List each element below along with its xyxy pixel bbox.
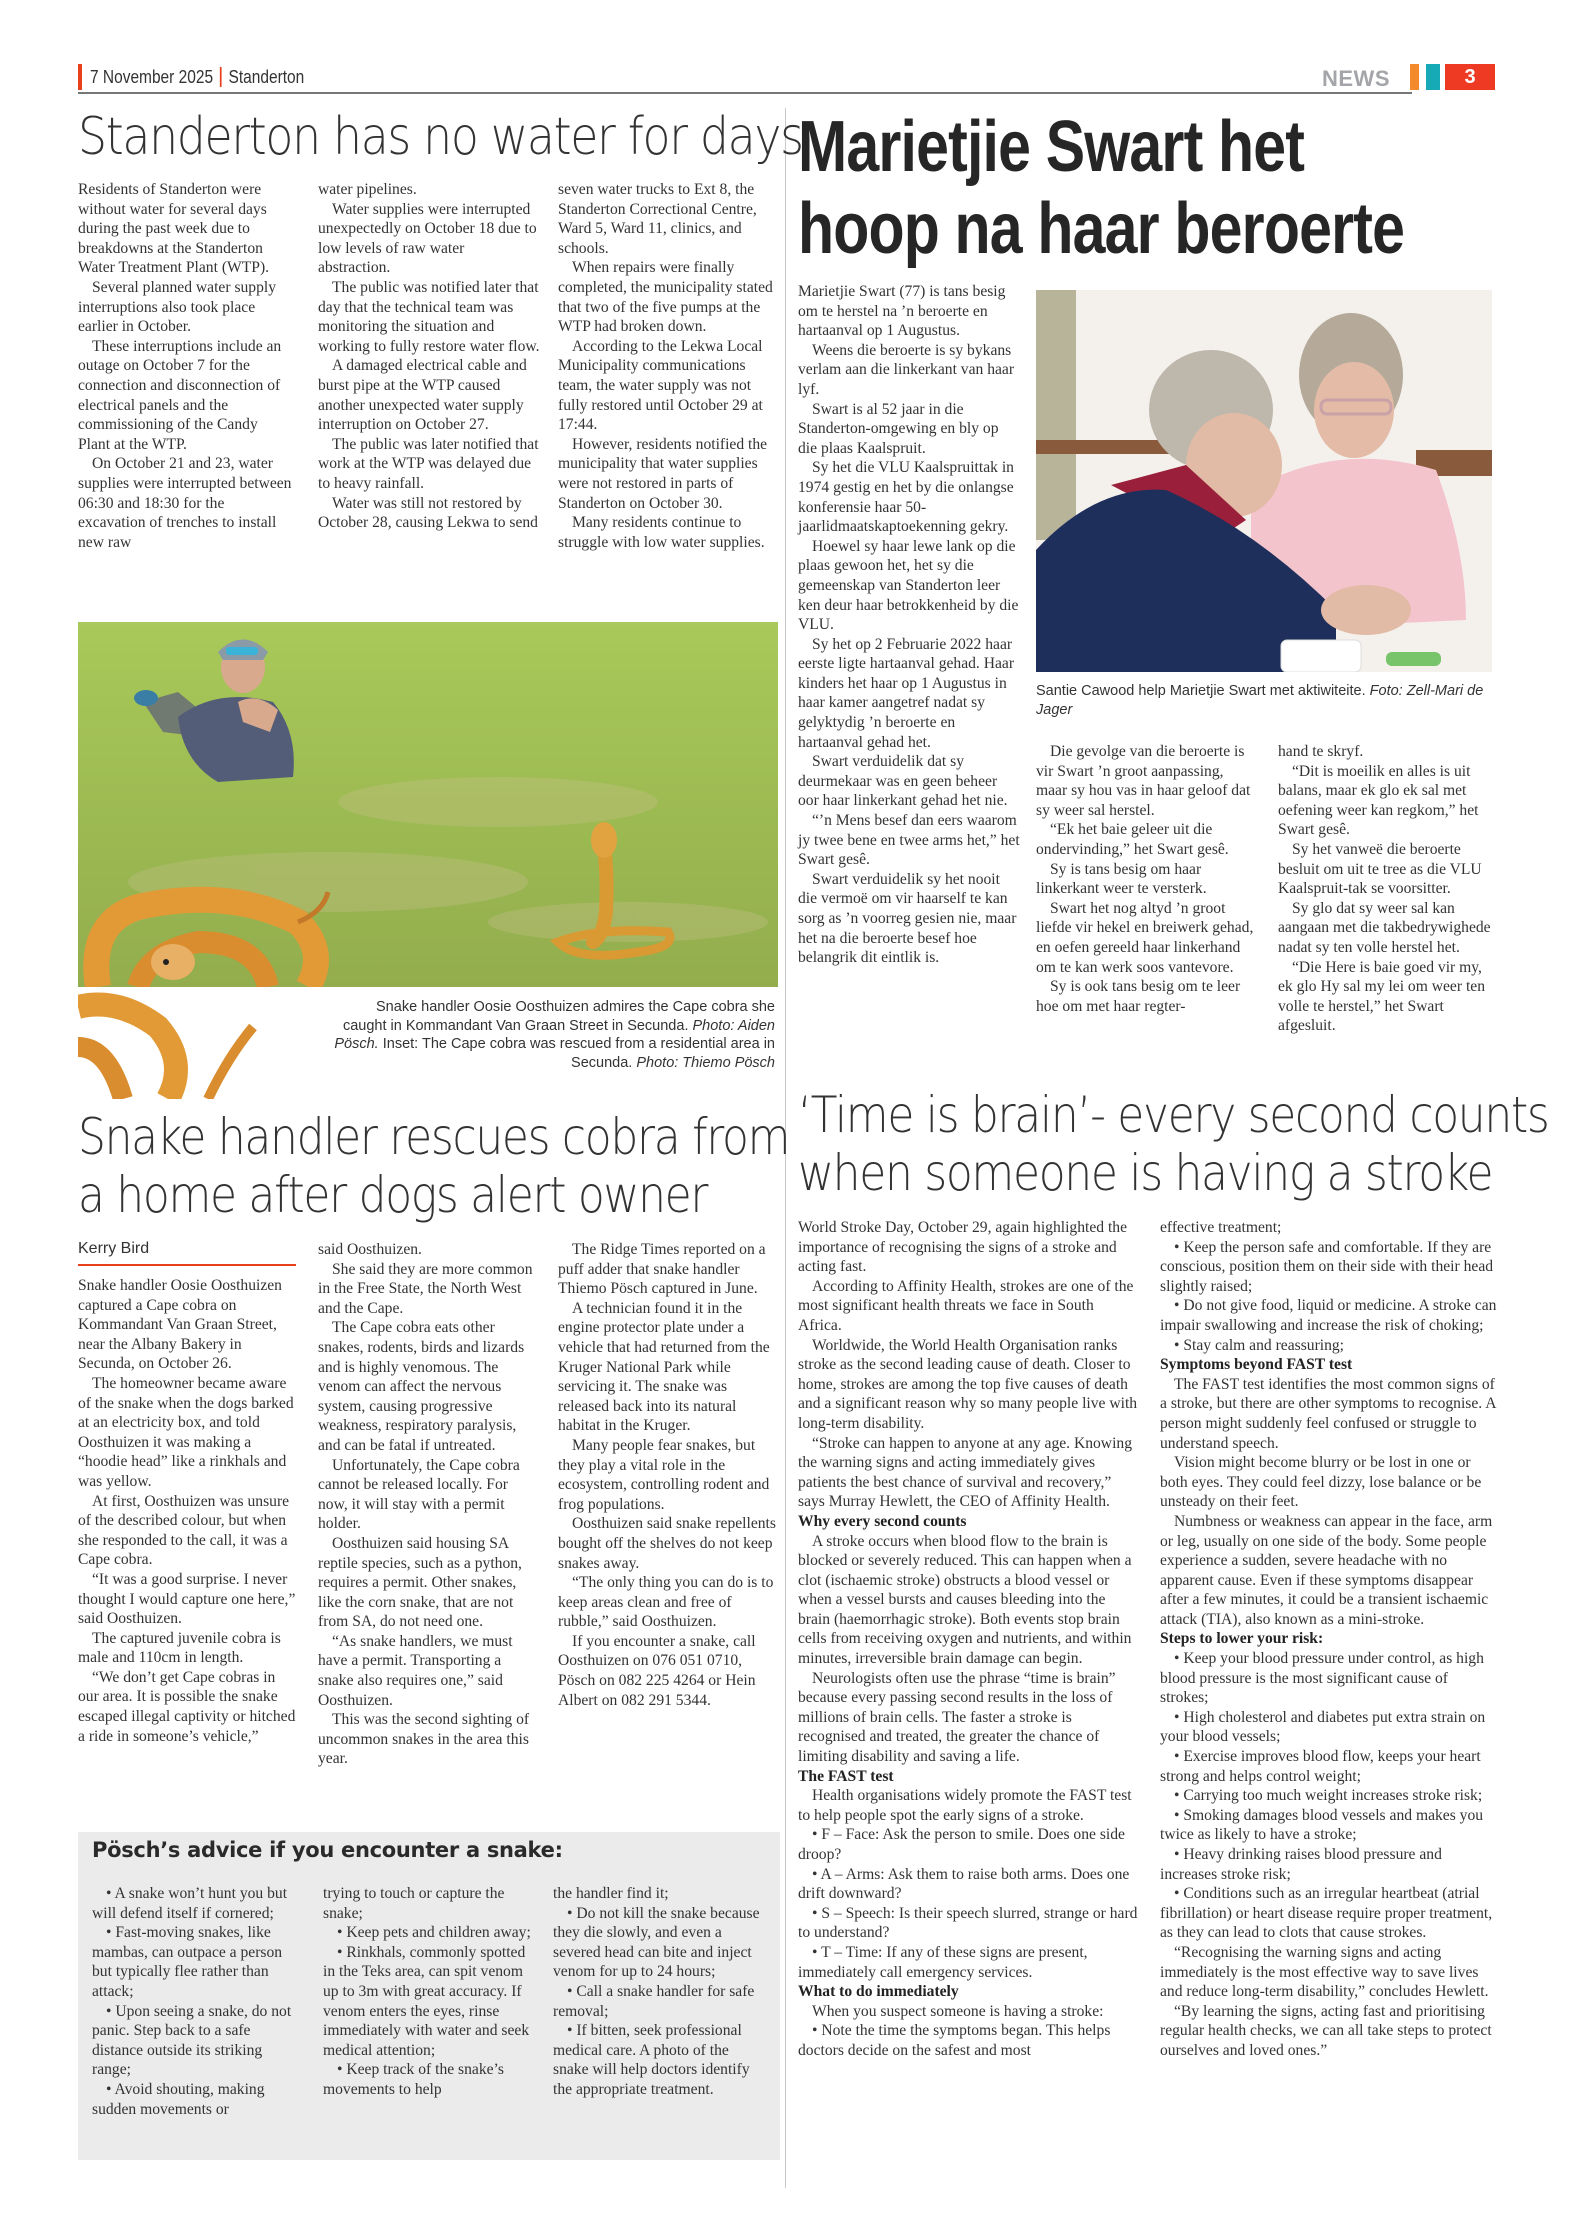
paragraph: • Smoking damages blood vessels and makes you twice as likely to have a stroke; xyxy=(1160,1806,1484,1844)
caption-inset-credit: Photo: Thiemo Pösch xyxy=(636,1054,775,1071)
stroke-headline-line1: ‘Time is brain’- every second counts xyxy=(798,1086,1549,1144)
paragraph: hand te skryf. xyxy=(1278,743,1364,760)
header-divider xyxy=(220,67,222,87)
paragraph: However, residents notified the municipality that water supplies were not restored in parts of Standerton on October 30. xyxy=(558,435,768,512)
caption-inset: Inset: The Cape cobra was rescued from a residential area in Secunda. xyxy=(382,1036,775,1071)
paragraph: “Dit is moeilik en alles is uit balans, maar ek glo ek sal met oefening weer kan regkom,” het Swart gesê. xyxy=(1278,762,1479,839)
paragraph: • F – Face: Ask the person to smile. Does one side droop? xyxy=(798,1826,1125,1863)
paragraph: Vision might become blurry or be lost in one or both eyes. They could feel dizzy, lose balance or be unsteady on their feet. xyxy=(1160,1454,1482,1511)
paragraph: Snake handler Oosie Oosthuizen captured a Cape cobra on Kommandant Van Graan Street, near the Albany Bakery in Secunda, on October 26. xyxy=(78,1277,282,1373)
paragraph: “’n Mens besef dan eers waarom jy twee bene en twee arms het,” het Swart gesê. xyxy=(798,812,1020,869)
paragraph: According to Affinity Health, strokes are one of the most significant health threats we face in South Africa. xyxy=(798,1277,1134,1334)
paragraph: Residents of Standerton were without water for several days during the past week due to breakdowns at the Standerton Water Treatment Plant (WTP). xyxy=(78,181,270,277)
paragraph: “As snake handlers, we must have a permit. Transporting a snake also requires one,” said Oosthuizen. xyxy=(318,1632,513,1709)
swart-caption-credit: Foto: Zell-Mari de Jager xyxy=(1036,683,1484,718)
snake-article-column-1 xyxy=(78,1276,300,1746)
paragraph: “The only thing you can do is to keep areas clean and free of rubble,” said Oosthuizen. xyxy=(558,1574,774,1631)
header-accent-bar xyxy=(78,64,82,90)
paragraph: These interruptions include an outage on October 7 for the connection and disconnection of electrical panels and the commissioning of the Candy Plant at the WTP. xyxy=(78,337,282,453)
paragraph: “Ek het baie geleer uit die ondervinding,” het Swart gesê. xyxy=(1036,821,1229,858)
snake-article-column-2 xyxy=(318,1240,540,1769)
swart-headline-line2: hoop na haar beroerte xyxy=(798,189,1405,269)
paragraph: The public was later notified that work at the WTP was delayed due to heavy rainfall. xyxy=(318,435,539,492)
header-rule xyxy=(78,92,1412,94)
paragraph: When repairs were finally completed, the municipality stated that two of the five pumps at the WTP had broken down. xyxy=(558,259,773,336)
paragraph: A technician found it in the engine protector plate under a vehicle that had returned from the Kruger National Park while servicing it. The snake was released back into its natural habitat in the Kruger. xyxy=(558,1299,770,1435)
snake-handler-photo xyxy=(78,622,778,987)
section-label: NEWS xyxy=(1322,66,1390,91)
paragraph: • Keep pets and children away; xyxy=(337,1924,531,1942)
paragraph: effective treatment; xyxy=(1160,1219,1282,1236)
stroke-article-column-1 xyxy=(798,1218,1138,2061)
paragraph: The public was notified later that day that the technical team was monitoring the situation and working to fully restore water flow. xyxy=(318,278,540,355)
water-article-column-3 xyxy=(558,180,780,552)
paragraph: The FAST test identifies the most common signs of a stroke, but there are other symptoms to recognise. A person might suddenly feel confused or struggle to understand speech. xyxy=(1160,1375,1496,1452)
paragraph: The Cape cobra eats other snakes, rodents, birds and lizards and is highly venomous. The venom can affect the nervous system, causing progressive weakness, respiratory paralysis, and can be fatal if untreated. xyxy=(318,1319,525,1454)
paragraph: • T – Time: If any of these signs are present, immediately call emergency services. xyxy=(798,1943,1088,1981)
stroke-headline-line2: when someone is having a stroke xyxy=(798,1144,1493,1202)
stroke-article-column-2 xyxy=(1160,1218,1500,2061)
water-headline: Standerton has no water for days xyxy=(78,107,803,167)
subheading: What to do immediately xyxy=(798,1983,959,2001)
advice-column-2 xyxy=(323,1884,535,2100)
subheading: Steps to lower your risk: xyxy=(1160,1630,1324,1648)
subheading: Symptoms beyond FAST test xyxy=(1160,1356,1353,1374)
paragraph: The homeowner became aware of the snake when the dogs barked at an electricity box, and told Oosthuizen it was making a “hoodie head” like a rinkhals and was yellow. xyxy=(78,1374,294,1490)
paragraph: Oosthuizen said housing SA reptile species, such as a python, requires a permit. Other snakes, like the corn snake, that are not from SA, do not need one. xyxy=(318,1534,522,1631)
paragraph: “Recognising the warning signs and acting immediately is the most effective way to save lives and reduce long-term disability,” concludes Hewlett. xyxy=(1160,1943,1489,2001)
paragraph: Several planned water supply interruptions also took place earlier in October. xyxy=(78,278,277,336)
subheading: The FAST test xyxy=(798,1767,894,1785)
paragraph: • A snake won’t hunt you but will defend itself if cornered; xyxy=(92,1885,288,1922)
swart-caption-text: Santie Cawood help Marietjie Swart met aktiwiteite. xyxy=(1036,683,1366,699)
byline: Kerry Bird xyxy=(78,1240,150,1257)
paragraph: On October 21 and 23, water supplies were interrupted between 06:30 and 18:30 for the excavation of trenches to install new raw xyxy=(78,455,292,551)
paragraph: Marietjie Swart (77) is tans besig om te herstel na ’n beroerte en hartaanval op 1 Augustus. xyxy=(798,283,1006,340)
snake-headline-line2: a home after dogs alert owner xyxy=(78,1166,708,1224)
snake-handler-photo-image xyxy=(78,622,778,987)
paragraph: • Avoid shouting, making sudden movements or xyxy=(92,2080,265,2118)
paragraph: • Note the time the symptoms began. This helps doctors decide on the safest and most xyxy=(798,2022,1111,2059)
paragraph: Many residents continue to struggle with low water supplies. xyxy=(558,514,765,551)
snake-advice-box xyxy=(78,1832,780,2160)
section-color-block-orange xyxy=(1410,64,1419,90)
swart-article-column-1 xyxy=(798,282,1020,968)
swart-photo-caption xyxy=(1036,682,1492,719)
paragraph: The captured juvenile cobra is male and 110cm in length. xyxy=(78,1629,281,1667)
paragraph: • High cholesterol and diabetes put extra strain on your blood vessels; xyxy=(1160,1708,1486,1746)
inset-cobra-image xyxy=(78,987,308,1099)
paragraph: • Do not kill the snake because they die slowly, and even a severed head can bite and inject venom for up to 24 hours; xyxy=(553,1904,760,1981)
section-color-block-teal xyxy=(1426,64,1440,90)
snake-headline-line1: Snake handler rescues cobra from xyxy=(78,1108,790,1166)
paragraph: Swart verduidelik dat sy deurmekaar was en geen beheer oor haar linkerkant gehad het nie. xyxy=(798,753,1008,810)
paragraph: said Oosthuizen. xyxy=(318,1241,422,1258)
advice-column-3 xyxy=(553,1884,768,2100)
paragraph: • Keep your blood pressure under control, as high blood pressure is the most significant cause of strokes; xyxy=(1160,1650,1484,1707)
paragraph: Sy het die VLU Kaalspruittak in 1974 gestig en het by die onlangse konferensie haar 50-jaarlidmaatskaptoekenning gekry. xyxy=(798,459,1014,536)
paragraph: Sy het vanweë die beroerte besluit om uit te tree as die VLU Kaalspruit-tak se voorsitter. xyxy=(1278,840,1482,898)
paragraph: “Die Here is baie goed vir my, ek glo Hy sal my lei om weer ten volle te herstel,” het Swart afgesluit. xyxy=(1278,958,1485,1035)
paragraph: “We don’t get Cape cobras in our area. It is possible the snake escaped illegal captivity or hitched a ride in someone’s vehicle,” xyxy=(78,1668,296,1745)
snake-headline xyxy=(78,1108,789,1224)
paragraph: • Call a snake handler for safe removal; xyxy=(553,1982,755,2020)
paragraph: Water was still not restored by October 28, causing Lekwa to send xyxy=(318,494,538,532)
advice-column-1 xyxy=(92,1884,304,2119)
paragraph: Hoewel sy haar lewe lank op die plaas gewoon het, het sy die gemeenskap van Standerton leer ken deur haar betrokkenheid by die VLU. xyxy=(798,537,1019,634)
paragraph: Health organisations widely promote the FAST test to help people spot the early signs of a stroke. xyxy=(798,1787,1132,1824)
paragraph: • Exercise improves blood flow, keeps your heart strong and helps control weight; xyxy=(1160,1748,1481,1785)
paragraph: the handler find it; xyxy=(553,1885,669,1902)
paragraph: • Carrying too much weight increases stroke risk; xyxy=(1174,1787,1483,1805)
paragraph: A stroke occurs when blood flow to the brain is blocked or severely reduced. This can happen when a clot (ischaemic stroke) obstructs a blood vessel or when a vessel bursts and causes bleeding into the brain (haemorrhagic stroke). Both events stop brain cells from receiving oxygen and nutrients, and within minutes, irreversible brain damage can begin. xyxy=(798,1532,1132,1668)
paragraph: • Heavy drinking raises blood pressure and increases stroke risk; xyxy=(1160,1846,1442,1883)
paragraph: • Keep the person safe and comfortable. If they are conscious, position them on their side with their head slightly raised; xyxy=(1160,1238,1494,1295)
swart-article-column-2 xyxy=(1036,742,1258,1016)
paragraph: • Conditions such as an irregular heartbeat (atrial fibrillation) or heart disease require proper treatment, as they can lead to clots that cause strokes. xyxy=(1160,1885,1493,1942)
water-article-column-2 xyxy=(318,180,540,533)
caption-main: Snake handler Oosie Oosthuizen admires the Cape cobra she caught in Kommandant Van Graan Street in Secunda. xyxy=(342,999,775,1034)
paragraph: • Fast-moving snakes, like mambas, can outpace a person but typically flee rather than attack; xyxy=(92,1924,283,2000)
paragraph: • S – Speech: Is their speech slurred, strange or hard to understand? xyxy=(798,1904,1138,1942)
byline-rule xyxy=(78,1264,296,1266)
paragraph: • If bitten, seek professional medical care. A photo of the snake will help doctors identify the appropriate treatment. xyxy=(553,2022,750,2098)
paragraph: • Rinkhals, commonly spotted in the Teks area, can spit venom up to 3m with great accuracy. If venom enters the eyes, rinse immediately with water and seek medical attention; xyxy=(323,1943,530,2059)
paragraph: trying to touch or capture the snake; xyxy=(323,1885,505,1922)
paragraph: • Keep track of the snake’s movements to help xyxy=(323,2061,504,2098)
paragraph: Sy het op 2 Februarie 2022 haar eerste ligte hartaanval gehad. Haar kinders het haar op 1 Augustus in haar kamer aangetref nadat sy gelyktydig ’n beroerte en hartaanval gehad het. xyxy=(798,635,1015,751)
paragraph: At first, Oosthuizen was unsure of the described colour, but when she responded to the call, it was a Cape cobra. xyxy=(78,1492,290,1569)
paragraph: Sy is ook tans besig om te leer hoe om met haar regter- xyxy=(1036,978,1241,1015)
paragraph: Swart het nog altyd ’n groot liefde vir hekel en breiwerk gehad, en oefen gereeld haar linkerhand om te kan werk soos vantevore. xyxy=(1036,899,1254,976)
advice-title: Pösch’s advice if you encounter a snake: xyxy=(92,1838,563,1862)
stroke-headline xyxy=(798,1086,1548,1202)
paragraph: When you suspect someone is having a stroke: xyxy=(812,2002,1104,2020)
issue-location: Standerton xyxy=(228,66,305,87)
inset-cobra-photo xyxy=(78,987,308,1099)
paragraph: • A – Arms: Ask them to raise both arms. Does one drift downward? xyxy=(798,1865,1130,1903)
swart-headline xyxy=(798,106,1404,270)
paragraph: Water supplies were interrupted unexpectedly on October 18 due to low levels of raw water abstraction. xyxy=(318,200,537,277)
paragraph: Neurologists often use the phrase “time is brain” because every passing second results in the loss of millions of brain cells. The faster a stroke is recognised and treated, the greater the chance of limiting disability and saving a life. xyxy=(798,1669,1116,1766)
paragraph: Sy glo dat sy weer sal kan aangaan met die takbedrywighede nadat sy ten volle herstel het. xyxy=(1278,899,1491,956)
paragraph: According to the Lekwa Local Municipality communications team, the water supply was not fully restored until October 29 at 17:44. xyxy=(558,337,763,434)
paragraph: Swart verduidelik sy het nooit die vermoë om vir haarself te kan sorg as ’n voorreg gesien nie, maar het na die beroerte besef hoe belangrik dit eintlik is. xyxy=(798,870,1017,967)
paragraph: water pipelines. xyxy=(318,181,417,198)
water-article-column-1 xyxy=(78,180,293,552)
header-dateline xyxy=(90,64,304,90)
paragraph: World Stroke Day, October 29, again highlighted the importance of recognising the signs of a stroke and acting fast. xyxy=(798,1219,1128,1276)
paragraph: Weens die beroerte is sy bykans verlam aan die linkerkant van haar lyf. xyxy=(798,341,1015,398)
paragraph: Swart is al 52 jaar in die Standerton-omgewing en bly op die plaas Kaalspruit. xyxy=(798,400,999,457)
paragraph: A damaged electrical cable and burst pipe at the WTP caused another unexpected water supply interruption on October 27. xyxy=(318,357,527,434)
paragraph: Sy is tans besig om haar linkerkant weer te versterk. xyxy=(1036,860,1207,898)
page-number: 3 xyxy=(1445,64,1495,90)
swart-article-column-3 xyxy=(1278,742,1500,1036)
paragraph: • Stay calm and reassuring; xyxy=(1174,1336,1345,1354)
paragraph: Worldwide, the World Health Organisation ranks stroke as the second leading cause of death. Closer to home, strokes are among the top five causes of death and a significant reason why so many people live with long-term disability. xyxy=(798,1336,1138,1432)
paragraph: Numbness or weakness can appear in the face, arm or leg, usually on one side of the body. Some people experience a sudden, severe headache with no apparent cause. Even if these symptoms disappear after a few minutes, it could be a transient ischaemic attack (TIA), also known as a mini-stroke. xyxy=(1160,1512,1493,1628)
paragraph: • Upon seeing a snake, do not panic. Step back to a safe distance outside its striking range; xyxy=(92,2002,292,2079)
paragraph: seven water trucks to Ext 8, the Standerton Correctional Centre, Ward 5, Ward 11, clinics, and schools. xyxy=(558,181,757,257)
snake-photo-caption xyxy=(330,998,775,1072)
swart-headline-line1: Marietjie Swart het xyxy=(798,107,1305,187)
swart-photo-image xyxy=(1036,290,1492,672)
paragraph: This was the second sighting of uncommon snakes in the area this year. xyxy=(318,1711,530,1768)
paragraph: “Stroke can happen to anyone at any age. Knowing the warning signs and acting immediately gives patients the best chance of survival and recovery,” says Murray Hewlett, the CEO of Affinity Health. xyxy=(798,1434,1132,1511)
paragraph: • Do not give food, liquid or medicine. A stroke can impair swallowing and increase the risk of choking; xyxy=(1160,1297,1497,1334)
paragraph: Die gevolge van die beroerte is vir Swart ’n groot aanpassing, maar sy hou vas in haar geloof dat sy weer sal herstel. xyxy=(1036,743,1251,819)
paragraph: The Ridge Times reported on a puff adder that snake handler Thiemo Pösch captured in June. xyxy=(558,1241,766,1298)
issue-date: 7 November 2025 xyxy=(90,66,214,87)
subheading: Why every second counts xyxy=(798,1512,967,1530)
paragraph: She said they are more common in the Free State, the North West and the Cape. xyxy=(318,1260,533,1317)
caption-main-credit: Photo: Aiden Pösch. xyxy=(334,1017,775,1052)
paragraph: Oosthuizen said snake repellents bought off the shelves do not keep snakes away. xyxy=(558,1515,776,1572)
snake-article-column-3 xyxy=(558,1240,780,1710)
paragraph: If you encounter a snake, call Oosthuizen on 076 051 0710, Pösch on 082 225 4264 or Hein Albert on 082 291 5344. xyxy=(558,1632,756,1709)
paragraph: Many people fear snakes, but they play a vital role in the ecosystem, controlling rodent and frog populations. xyxy=(558,1436,770,1513)
swart-photo xyxy=(1036,290,1492,672)
paragraph: Unfortunately, the Cape cobra cannot be released locally. For now, it will stay with a permit holder. xyxy=(318,1456,520,1533)
paragraph: “By learning the signs, acting fast and prioritising regular health checks, we can all take steps to protect ourselves and loved ones.” xyxy=(1160,2002,1492,2059)
paragraph: “It was a good surprise. I never thought I would capture one here,” said Oosthuizen. xyxy=(78,1570,296,1628)
